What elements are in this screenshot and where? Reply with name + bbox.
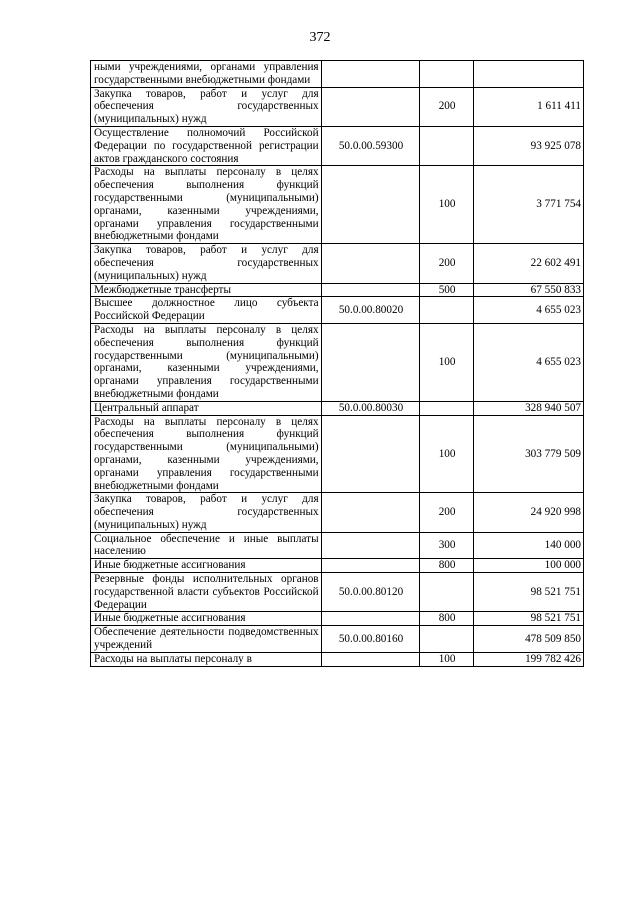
expense-type-cell: 200 [420,244,473,283]
table-row [91,493,584,532]
amount-cell [473,61,583,88]
amount-cell: 4 655 023 [473,323,583,401]
expense-type-cell: 200 [420,87,473,126]
expense-name-cell: Центральный аппарат [91,401,322,415]
table-row [91,626,584,653]
expense-type-cell: 500 [420,283,473,297]
target-article-code-cell [321,166,420,244]
table-row [91,573,584,612]
amount-cell: 3 771 754 [473,166,583,244]
expense-type-cell [420,61,473,88]
table-row [91,652,584,666]
target-article-code-cell: 50.0.00.59300 [321,126,420,165]
amount-cell: 478 509 850 [473,626,583,653]
target-article-code-cell [321,283,420,297]
target-article-code-cell [321,323,420,401]
target-article-code-cell [321,532,420,559]
amount-cell: 199 782 426 [473,652,583,666]
amount-cell: 24 920 998 [473,493,583,532]
expense-type-cell: 100 [420,323,473,401]
target-article-code-cell [321,244,420,283]
table-row [91,87,584,126]
amount-cell: 98 521 751 [473,612,583,626]
amount-cell: 140 000 [473,532,583,559]
expense-name-cell: Расходы на выплаты персоналу в целях обеспечения выполнения функций государственными (муниципальными) органами, казенными учреждениями, органами управления государственными внебюджетными фондами [91,323,322,401]
table-row [91,323,584,401]
expense-type-cell [420,297,473,324]
expense-name-cell: Расходы на выплаты персоналу в целях обеспечения выполнения функций государственными (муниципальными) органами, казенными учреждениями, органами управления государственными внебюджетными фондами [91,415,322,493]
table-row [91,559,584,573]
expense-name-cell: Иные бюджетные ассигнования [91,612,322,626]
target-article-code-cell: 50.0.00.80020 [321,297,420,324]
expense-type-cell: 300 [420,532,473,559]
expense-type-cell: 800 [420,612,473,626]
target-article-code-cell [321,493,420,532]
amount-cell: 4 655 023 [473,297,583,324]
amount-cell: 328 940 507 [473,401,583,415]
table-row [91,166,584,244]
expense-type-cell [420,401,473,415]
expense-type-cell: 800 [420,559,473,573]
target-article-code-cell: 50.0.00.80120 [321,573,420,612]
target-article-code-cell [321,415,420,493]
table-row [91,415,584,493]
expense-name-cell: Высшее должностное лицо субъекта Российской Федерации [91,297,322,324]
expense-type-cell: 200 [420,493,473,532]
expense-name-cell: Социальное обеспечение и иные выплаты населению [91,532,322,559]
amount-cell: 22 602 491 [473,244,583,283]
target-article-code-cell: 50.0.00.80160 [321,626,420,653]
amount-cell: 1 611 411 [473,87,583,126]
target-article-code-cell [321,559,420,573]
expense-type-cell [420,126,473,165]
amount-cell: 303 779 509 [473,415,583,493]
expense-type-cell: 100 [420,415,473,493]
expense-name-cell: Расходы на выплаты персоналу в [91,652,322,666]
amount-cell: 93 925 078 [473,126,583,165]
expense-name-cell: Закупка товаров, работ и услуг для обеспечения государственных (муниципальных) нужд [91,244,322,283]
target-article-code-cell [321,612,420,626]
amount-cell: 67 550 833 [473,283,583,297]
target-article-code-cell: 50.0.00.80030 [321,401,420,415]
table-row [91,532,584,559]
table-row [91,401,584,415]
expense-type-cell: 100 [420,166,473,244]
expense-type-cell: 100 [420,652,473,666]
table-row [91,61,584,88]
expense-name-cell: Иные бюджетные ассигнования [91,559,322,573]
expense-name-cell: Резервные фонды исполнительных органов государственной власти субъектов Российской Федерации [91,573,322,612]
page-number: 372 [309,30,331,45]
expense-name-cell: Закупка товаров, работ и услуг для обеспечения государственных (муниципальных) нужд [91,493,322,532]
target-article-code-cell [321,87,420,126]
table-row [91,297,584,324]
expense-type-cell [420,626,473,653]
target-article-code-cell [321,652,420,666]
expense-name-cell: Обеспечение деятельности подведомственных учреждений [91,626,322,653]
expense-name-cell: ными учреждениями, органами управления государственными внебюджетными фондами [91,61,322,88]
table-row [91,244,584,283]
budget-table-body [91,61,584,667]
budget-table [90,60,584,667]
expense-name-cell: Межбюджетные трансферты [91,283,322,297]
amount-cell: 98 521 751 [473,573,583,612]
expense-name-cell: Расходы на выплаты персоналу в целях обеспечения выполнения функций государственными (муниципальными) органами, казенными учреждениями, органами управления государственными внебюджетными фондами [91,166,322,244]
expense-name-cell: Закупка товаров, работ и услуг для обеспечения государственных (муниципальных) нужд [91,87,322,126]
table-row [91,126,584,165]
table-row [91,612,584,626]
expense-type-cell [420,573,473,612]
expense-name-cell: Осуществление полномочий Российской Федерации по государственной регистрации актов гражданского состояния [91,126,322,165]
amount-cell: 100 000 [473,559,583,573]
table-row [91,283,584,297]
target-article-code-cell [321,61,420,88]
